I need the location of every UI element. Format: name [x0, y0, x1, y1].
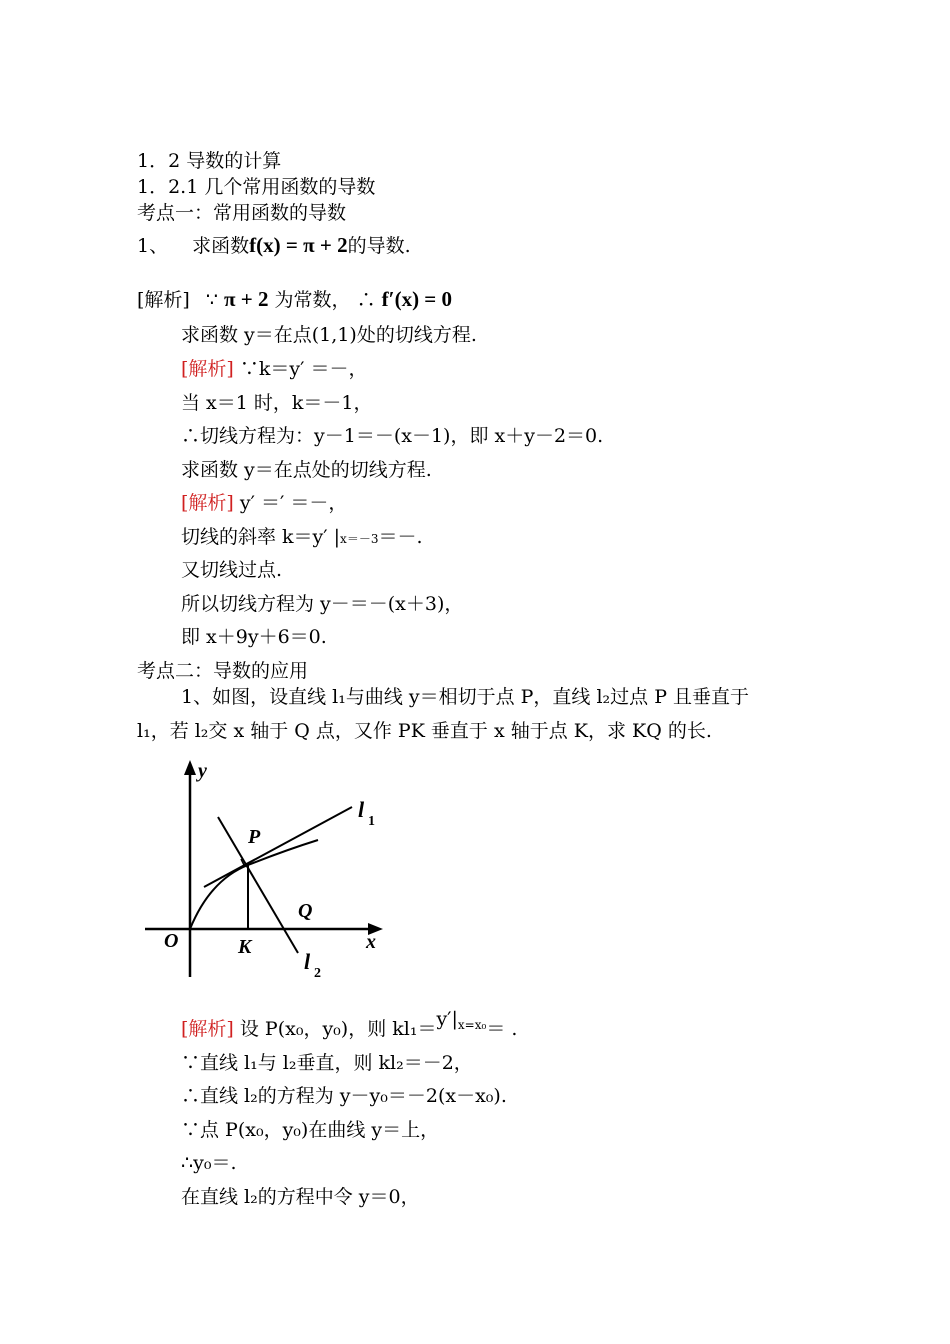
solution-line-4: ∵点 P(x₀，y₀)在曲线 y＝上， [181, 1119, 440, 1141]
problem-number: 1、 [137, 235, 169, 257]
subscript: x=x₀ [457, 1018, 487, 1032]
example-3-question: 求函数 y＝在点处的切线方程. [181, 459, 432, 481]
label-y: y [198, 760, 207, 782]
solution-tag: [解析] [137, 289, 190, 311]
y-axis-arrow [184, 760, 196, 775]
derivative-symbol: y′| [436, 1008, 458, 1030]
solution-line-6: 在直线 l₂的方程中令 y＝0， [181, 1186, 420, 1208]
formula-derivative: f′(x) = 0 [381, 287, 453, 311]
problem-3-line-1: 1、如图，设直线 l₁与曲线 y＝相切于点 P，直线 l₂过点 P 且垂直于 [181, 686, 750, 708]
solution-text: 为常数， [274, 289, 351, 311]
label-l1-sub: 1 [368, 814, 375, 829]
example-3-answer-3: 又切线过点. [181, 559, 283, 581]
solution-line-5: ∴y₀＝. [181, 1152, 237, 1174]
problem-3-line-2: l₁，若 l₂交 x 轴于 Q 点，又作 PK 垂直于 x 轴于点 K，求 KQ 的长. [137, 720, 712, 742]
solution-tag: [解析] [181, 1018, 234, 1040]
solution-tag: [解析] [181, 492, 234, 514]
subscript: x＝－3 [340, 532, 379, 546]
problem-text: 求函数 [192, 235, 250, 257]
tangent-figure [140, 755, 400, 985]
answer-text: ∵k＝y′ ＝－， [239, 358, 368, 380]
problem-1 [137, 232, 411, 259]
label-x: x [366, 931, 376, 953]
solution-line-1 [181, 1008, 518, 1044]
solution-line-3: ∴直线 l₂的方程为 y－y₀＝－2(x－x₀). [181, 1085, 507, 1107]
label-o: O [164, 930, 179, 952]
example-2-answer-3: ∴切线方程为：y－1＝－(x－1)，即 x＋y－2＝0. [181, 425, 604, 447]
therefore-symbol: ∴ [356, 289, 376, 311]
label-l1: l [358, 797, 365, 822]
example-3-answer-4: 所以切线方程为 y－＝－(x＋3)， [181, 593, 464, 615]
subsection-title: 1．2.1 几个常用函数的导数 [137, 176, 376, 198]
example-2-question: 求函数 y＝在点(1,1)处的切线方程. [181, 324, 477, 346]
example-3-answer-1 [181, 490, 347, 516]
line-l1 [204, 807, 352, 887]
topic-heading-2: 考点二：导数的应用 [137, 660, 309, 682]
solution-tag: [解析] [181, 358, 234, 380]
formula-f: f(x) = π + 2 [249, 233, 348, 257]
answer-text: y′ ＝′ ＝－， [239, 492, 348, 514]
label-l2: l [304, 949, 311, 974]
example-3-answer-5: 即 x＋9y＋6＝0. [181, 626, 327, 648]
solution-line-2: ∵直线 l₁与 l₂垂直，则 kl₂＝－2， [181, 1052, 473, 1074]
label-k: K [238, 936, 252, 958]
example-2-answer-1 [181, 356, 367, 382]
solution-text: 设 P(x₀，y₀)，则 kl₁＝ [239, 1018, 437, 1040]
example-3-answer-2 [181, 524, 423, 552]
section-title: 1．2 导数的计算 [137, 150, 282, 172]
formula-const: π + 2 [224, 287, 269, 311]
label-p: P [248, 826, 261, 848]
problem-text-end: 的导数. [347, 235, 411, 257]
solution-1 [137, 286, 452, 313]
label-l2-sub: 2 [314, 966, 321, 981]
because-symbol: ∵ [205, 289, 218, 311]
label-q: Q [298, 900, 313, 922]
answer-text-end: ＝－. [378, 526, 423, 548]
answer-text: 切线的斜率 k＝y′ | [181, 526, 341, 548]
example-2-answer-2: 当 x＝1 时，k＝－1， [181, 392, 373, 414]
solution-text-end: ＝ . [486, 1018, 518, 1040]
topic-heading-1: 考点一：常用函数的导数 [137, 202, 347, 224]
